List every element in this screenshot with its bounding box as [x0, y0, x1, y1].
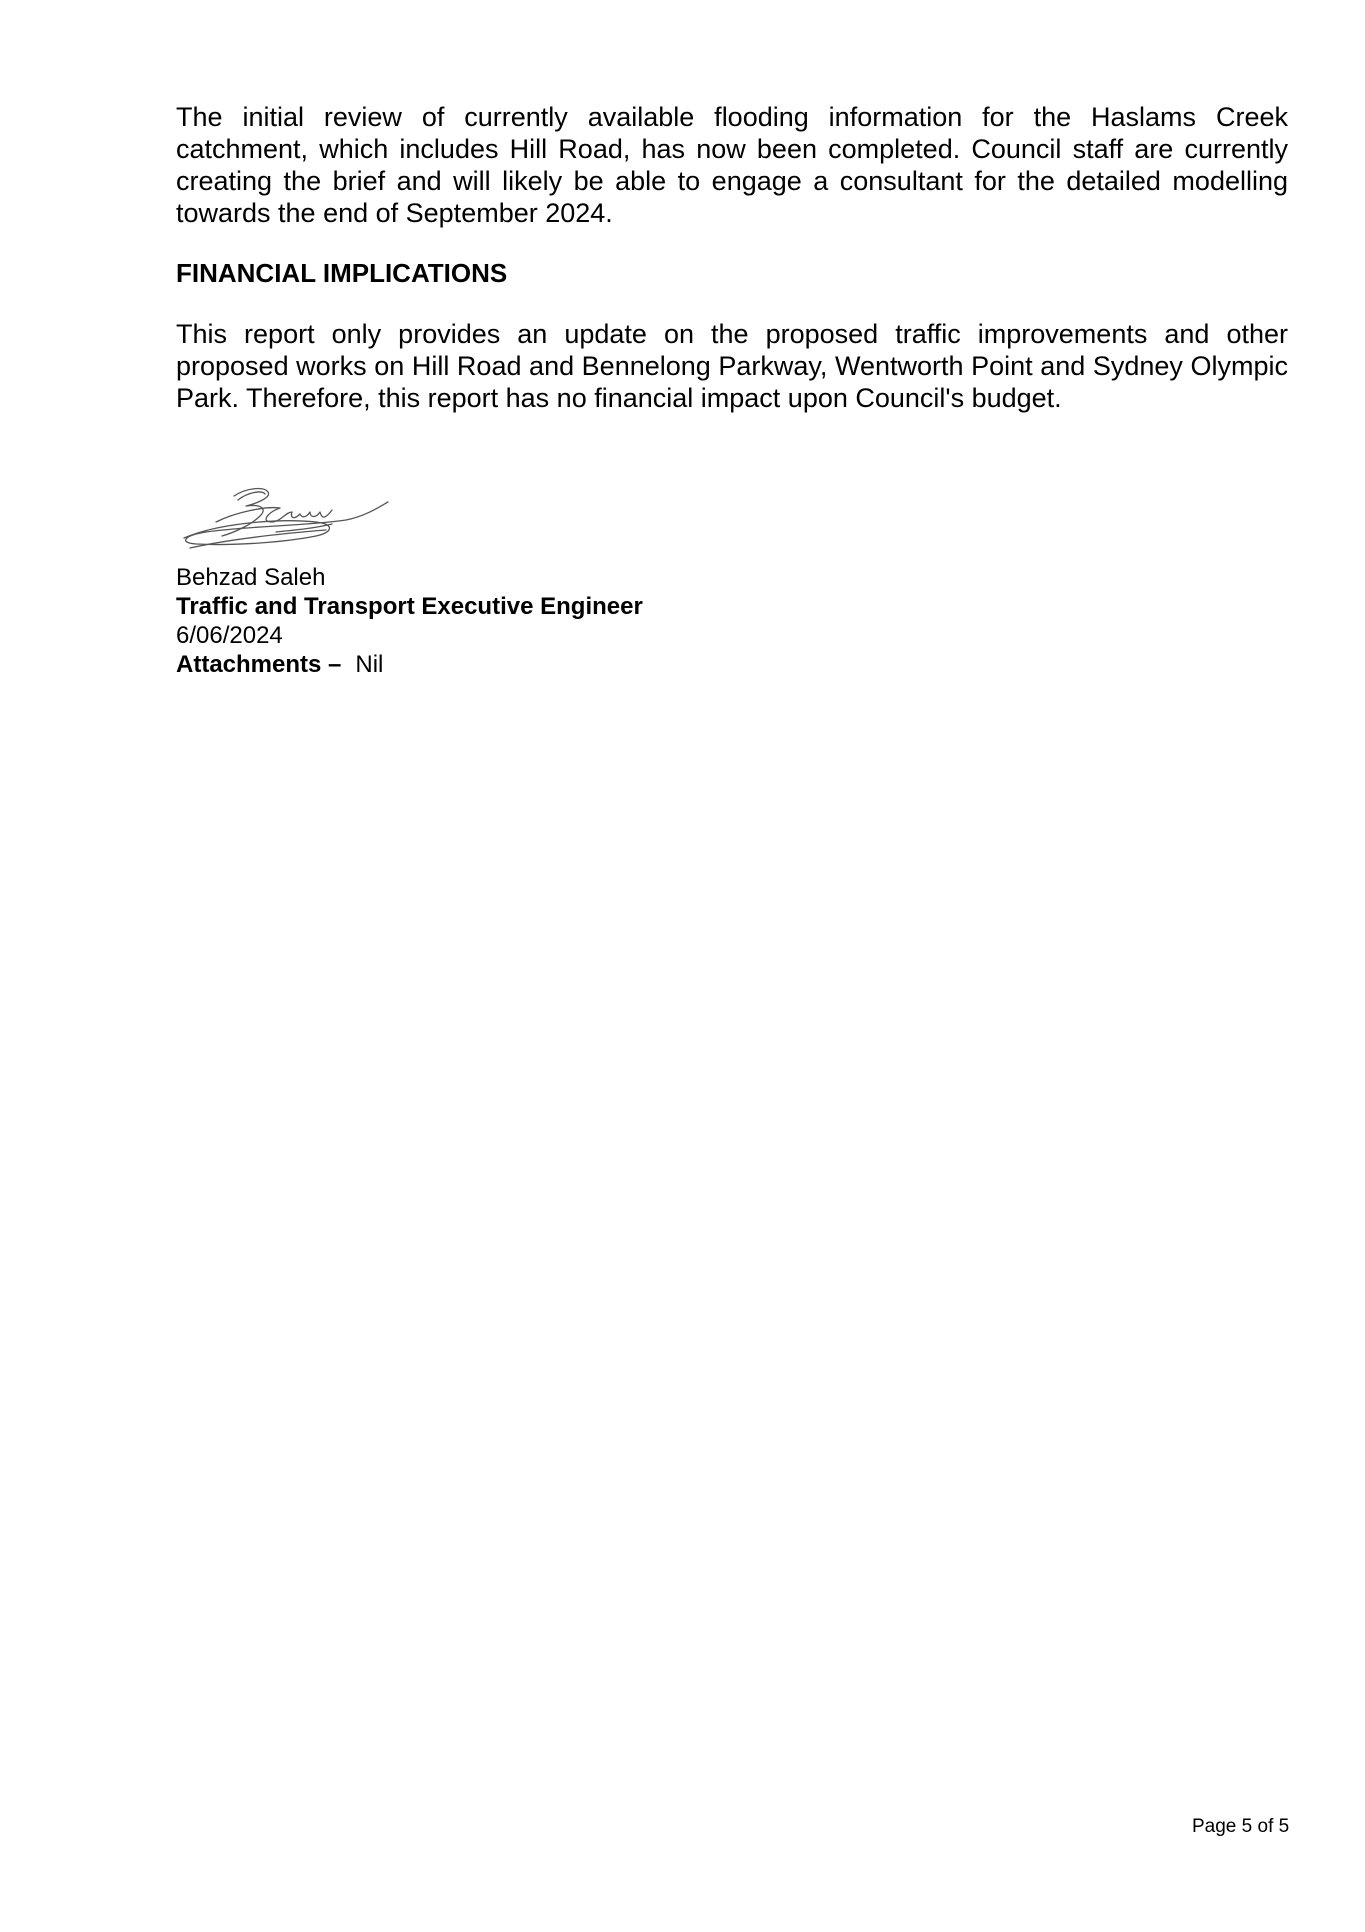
financial-implications-heading: FINANCIAL IMPLICATIONS [176, 258, 508, 288]
attachments-line [176, 650, 643, 679]
attachments-value: Nil [355, 651, 384, 678]
page-number: Page 5 of 5 [1192, 1816, 1290, 1837]
signature-date: 6/06/2024 [176, 622, 283, 649]
document-body [176, 101, 1288, 414]
flooding-review-paragraph: The initial review of currently available flooding information for the Haslams Creek catchment, which includes Hill Road, has now been completed. Council staff are currently creating the brief and will likely be able to engage a consultant for the detailed modelling towards the end of September 2024. [176, 102, 1288, 228]
signatory-title: Traffic and Transport Executive Engineer [176, 593, 643, 620]
handwritten-signature [176, 482, 391, 552]
signatory-name: Behzad Saleh [176, 564, 326, 591]
signature-block [176, 563, 643, 679]
attachments-label: Attachments – [176, 651, 342, 678]
financial-implications-paragraph: This report only provides an update on the proposed traffic improvements and other proposed works on Hill Road and Bennelong Parkway, Wentworth Point and Sydney Olympic Park. Therefore, this report has no financial impact upon Council's budget. [176, 319, 1288, 413]
